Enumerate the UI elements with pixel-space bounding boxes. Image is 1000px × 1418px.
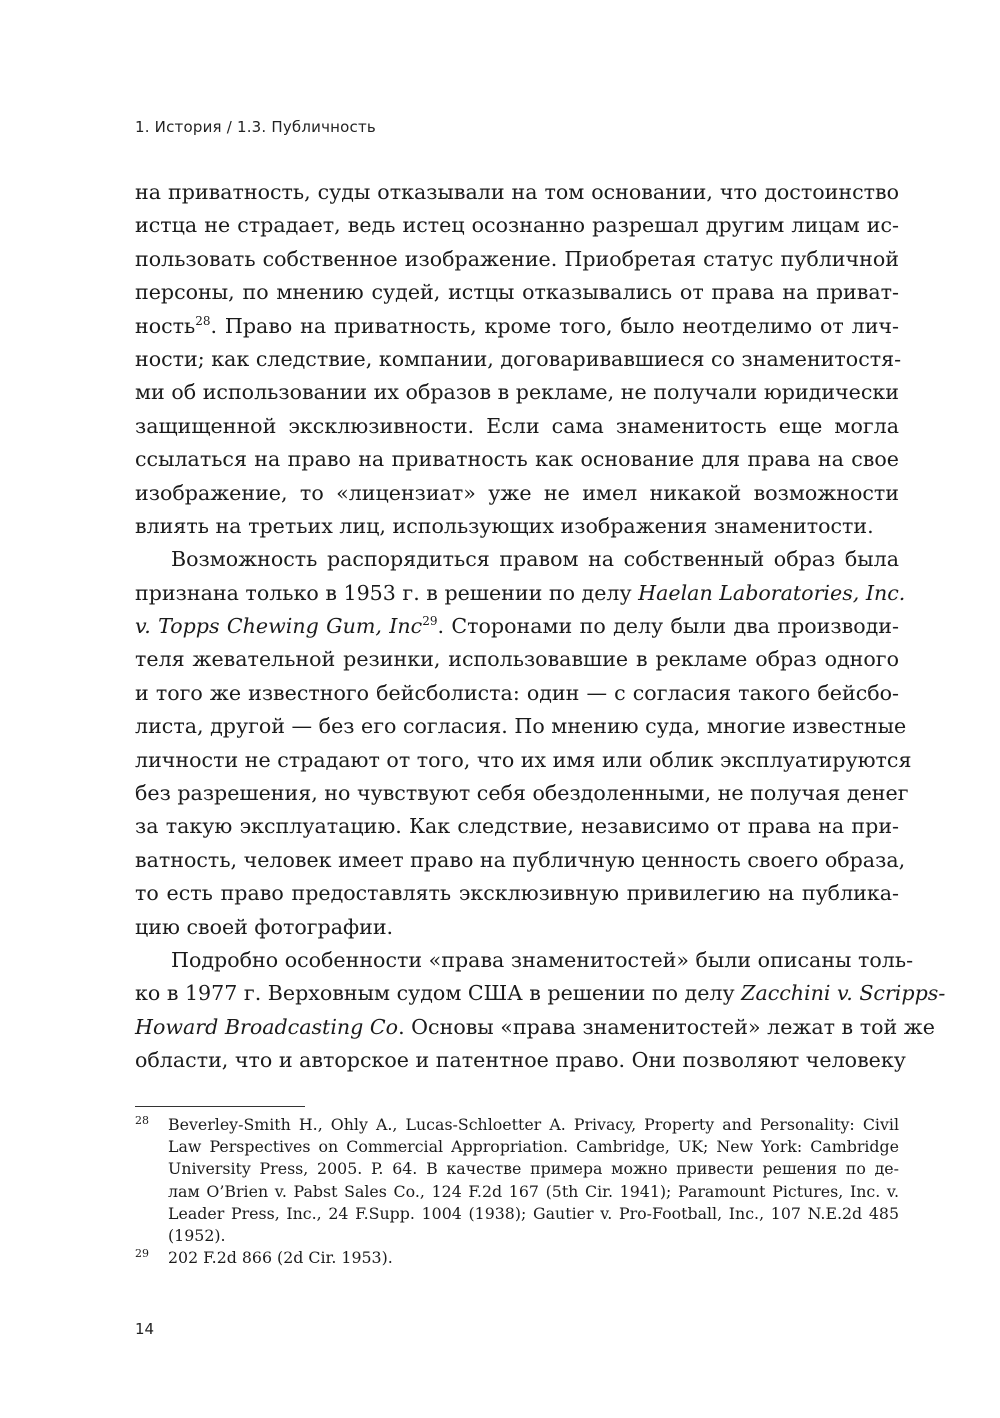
footnote-line: лам O’Brien v. Pabst Sales Co., 124 F.2d 167 (5th Cir. 1941); Paramount Pictures, Inc. v. xyxy=(168,1181,899,1201)
text-line: персоны, по мнению судей, истцы отказывались от права на приват- xyxy=(135,280,899,305)
footnote-ref-29[interactable]: 29 xyxy=(422,614,438,629)
text-line: и того же известного бейсболиста: один — с согласия такого бейсбо- xyxy=(135,680,899,705)
case-name-italic: Haelan Laboratories, Inc. xyxy=(638,580,906,605)
text-line: ссылаться на право на приватность как основание для права на свое xyxy=(135,447,899,472)
running-head: 1. История / 1.3. Публичность xyxy=(135,118,376,136)
text-line xyxy=(135,1011,935,1044)
text-segment: . Право на приватность, кроме того, было неотделимо от лич- xyxy=(210,313,899,338)
text-line xyxy=(135,310,899,343)
footnote-number: 28 xyxy=(135,1114,149,1127)
footnote-line: 202 F.2d 866 (2d Cir. 1953). xyxy=(168,1248,393,1268)
text-line: Возможность распорядиться правом на собственный образ была xyxy=(171,547,899,572)
text-line: области, что и авторское и патентное право. Они позволяют человеку xyxy=(135,1048,906,1073)
text-line: изображение, то «лицензиат» уже не имел никакой возможности xyxy=(135,480,899,505)
text-line: на приватность, суды отказывали на том основании, что достоинство xyxy=(135,180,899,204)
footnote-28 xyxy=(135,1114,899,1247)
footnote-line: Law Perspectives on Commercial Appropriation. Cambridge, UK; New York: Cambridge xyxy=(168,1137,899,1157)
text-line: цию своей фотографии. xyxy=(135,914,394,939)
footnote-29 xyxy=(135,1247,899,1269)
text-segment: ко в 1977 г. Верховным судом США в решении по делу xyxy=(135,981,742,1006)
footnote-line: (1952). xyxy=(168,1225,226,1245)
text-line: за такую эксплуатацию. Как следствие, независимо от права на при- xyxy=(135,814,899,839)
text-line: то есть право предоставлять эксклюзивную привилегию на публика- xyxy=(135,881,899,906)
text-line: защищенной эксклюзивности. Если сама знаменитость еще могла xyxy=(135,413,899,438)
text-line: личности не страдают от того, что их имя или облик эксплуатируются xyxy=(135,747,912,772)
footnote-line: University Press, 2005. P. 64. В качестве примера можно привести решения по де- xyxy=(168,1159,899,1179)
text-line: истца не страдает, ведь истец осознанно разрешал другим лицам ис- xyxy=(135,213,899,238)
footnote-divider xyxy=(135,1106,305,1107)
footnote-line: Beverley-Smith H., Ohly A., Lucas-Schloetter A. Privacy, Property and Personality: Civil xyxy=(168,1115,899,1134)
text-segment: ность xyxy=(135,313,196,338)
text-line: пользовать собственное изображение. Приобретая статус публичной xyxy=(135,246,899,271)
text-line: ватность, человек имеет право на публичную ценность своего образа, xyxy=(135,847,906,872)
page-number: 14 xyxy=(135,1320,155,1338)
text-line: теля жевательной резинки, использовавшие в рекламе образ одного xyxy=(135,647,899,672)
text-line xyxy=(135,977,946,1010)
text-segment: . Сторонами по делу были два производи- xyxy=(437,614,899,639)
footnote-line: Leader Press, Inc., 24 F.Supp. 1004 (1938); Gautier v. Pro-Football, Inc., 107 N.E.2d 485 xyxy=(168,1203,899,1223)
text-line: листа, другой — без его согласия. По мнению суда, многие известные xyxy=(135,714,907,739)
text-segment: признана только в 1953 г. в решении по делу xyxy=(135,580,639,605)
footnotes xyxy=(135,1114,899,1269)
text-line: ности; как следствие, компании, договаривавшиеся со знаменитостя- xyxy=(135,346,902,371)
case-name-italic: Zacchini v. Scripps- xyxy=(741,981,946,1006)
case-name-italic: Howard Broadcasting Co xyxy=(135,1014,399,1039)
text-line: влиять на третьих лиц, использующих изображения знаменитости. xyxy=(135,513,874,538)
text-line: ми об использовании их образов в рекламе, не получали юридически xyxy=(135,380,899,405)
footnote-ref-28[interactable]: 28 xyxy=(195,313,211,328)
text-segment: . Основы «права знаменитостей» лежат в той же xyxy=(398,1014,935,1039)
text-line xyxy=(135,610,899,643)
text-line xyxy=(135,577,906,610)
body-text xyxy=(135,176,946,1078)
case-name-italic: v. Topps Chewing Gum, Inc xyxy=(135,614,423,639)
footnote-number: 29 xyxy=(135,1247,149,1261)
text-line: Подробно особенности «права знаменитостей» были описаны толь- xyxy=(171,947,914,972)
text-line: без разрешения, но чувствуют себя обездоленными, не получая денег xyxy=(135,781,909,806)
